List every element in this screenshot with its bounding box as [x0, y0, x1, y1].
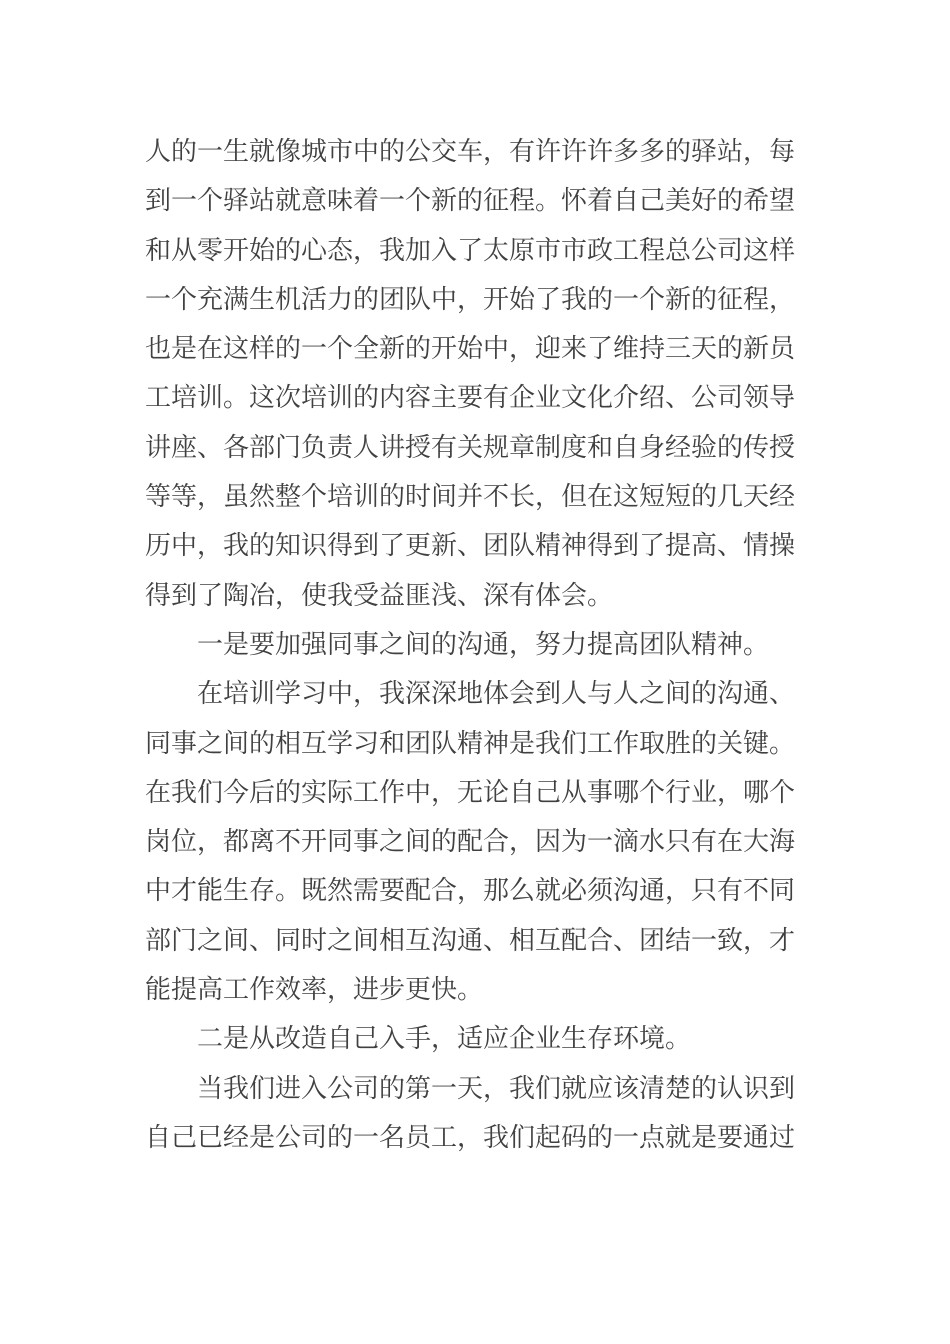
text-line: 到一个驿站就意味着一个新的征程。怀着自己美好的希望	[145, 186, 796, 217]
text-line: 岗位，都离不开同事之间的配合，因为一滴水只有在大海	[145, 827, 796, 858]
text-line: 和从零开始的心态，我加入了太原市市政工程总公司这样	[145, 235, 796, 266]
text-line: 同事之间的相互学习和团队精神是我们工作取胜的关键。	[145, 728, 796, 759]
text-line: 在我们今后的实际工作中，无论自己从事哪个行业，哪个	[145, 777, 796, 808]
text-line: 一个充满生机活力的团队中，开始了我的一个新的征程，	[145, 284, 796, 315]
text-line: 自己已经是公司的一名员工，我们起码的一点就是要通过	[145, 1122, 796, 1153]
section-heading: 一是要加强同事之间的沟通，努力提高团队精神。	[197, 629, 770, 660]
text-line: 在培训学习中，我深深地体会到人与人之间的沟通、	[197, 679, 796, 710]
text-line: 中才能生存。既然需要配合，那么就必须沟通，只有不同	[145, 876, 796, 907]
text-line: 能提高工作效率，进步更快。	[145, 975, 484, 1006]
text-line: 讲座、各部门负责人讲授有关规章制度和自身经验的传授	[145, 432, 796, 463]
text-line: 等等，虽然整个培训的时间并不长，但在这短短的几天经	[145, 482, 796, 513]
text-line: 历中，我的知识得到了更新、团队精神得到了提高、情操	[145, 531, 796, 562]
text-line: 部门之间、同时之间相互沟通、相互配合、团结一致，才	[145, 925, 796, 956]
text-line: 得到了陶冶，使我受益匪浅、深有体会。	[145, 580, 614, 611]
body-text	[145, 128, 801, 1163]
section-heading: 二是从改造自己入手，适应企业生存环境。	[197, 1024, 692, 1055]
text-line: 当我们进入公司的第一天，我们就应该清楚的认识到	[197, 1073, 796, 1104]
text-line: 也是在这样的一个全新的开始中，迎来了维持三天的新员	[145, 334, 796, 365]
text-line: 工培训。这次培训的内容主要有企业文化介绍、公司领导	[145, 383, 796, 414]
text-line: 人的一生就像城市中的公交车，有许许许多多的驿站，每	[145, 137, 796, 167]
